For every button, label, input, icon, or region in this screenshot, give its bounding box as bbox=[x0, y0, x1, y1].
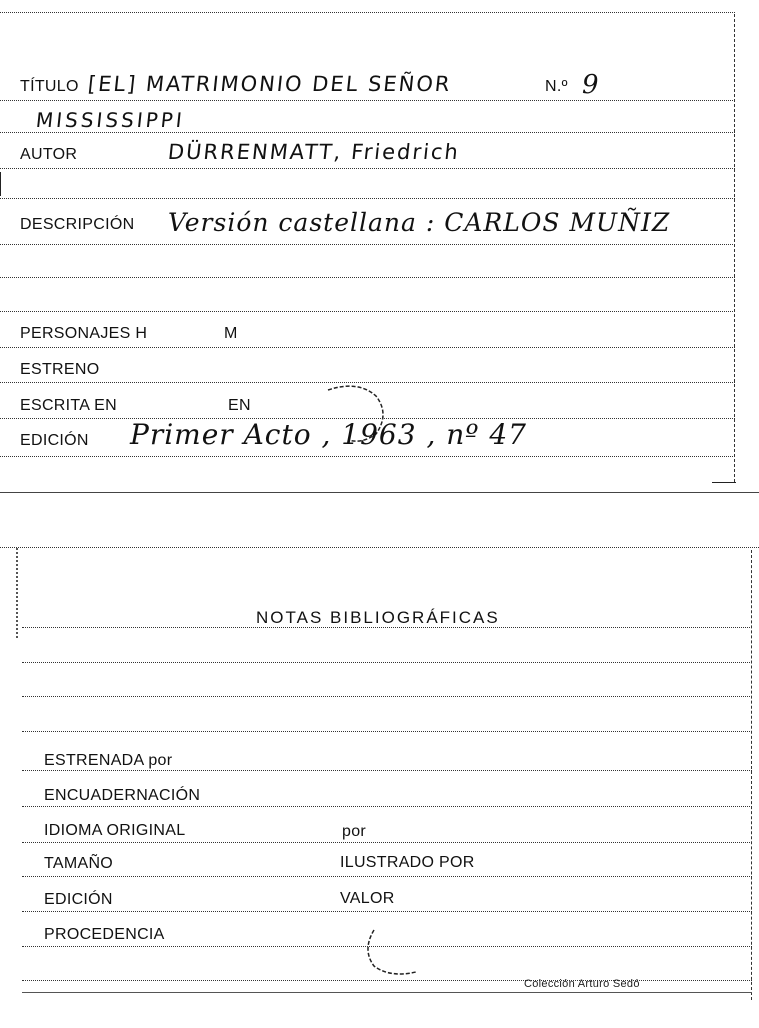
b-rule-7 bbox=[22, 842, 752, 843]
b-rule-8 bbox=[22, 876, 752, 877]
numero-value: 9 bbox=[582, 70, 599, 100]
personajes-m-label: M bbox=[224, 325, 238, 342]
descripcion-label: DESCRIPCIÓN bbox=[20, 216, 135, 233]
autor-label: AUTOR bbox=[20, 146, 78, 163]
b-rule-1 bbox=[22, 627, 752, 628]
edicion-value: Primer Acto , 1963 , nº 47 bbox=[130, 418, 527, 451]
en-label: EN bbox=[228, 397, 251, 414]
rule-8 bbox=[0, 347, 735, 348]
card-bottom-right-edge bbox=[751, 550, 752, 1000]
estrenada-por-label: ESTRENADA por bbox=[44, 752, 173, 769]
card-left-edge-worn bbox=[16, 548, 18, 638]
catalog-card-bottom bbox=[0, 540, 759, 1028]
notas-title: NOTAS BIBLIOGRÁFICAS bbox=[256, 608, 500, 627]
tamano-label: TAMAÑO bbox=[44, 855, 114, 872]
numero-label: N.º bbox=[545, 78, 568, 95]
escrita-en-label: ESCRITA EN bbox=[20, 397, 117, 414]
por-label: por bbox=[342, 823, 367, 840]
card-left-mark bbox=[0, 172, 1, 196]
rule-6 bbox=[0, 277, 735, 278]
b-rule-9 bbox=[22, 911, 752, 912]
rule-1 bbox=[0, 100, 735, 101]
rule-11 bbox=[0, 456, 735, 457]
rule-5 bbox=[0, 244, 735, 245]
personajes-h-label: PERSONAJES H bbox=[20, 325, 148, 342]
rule-3 bbox=[0, 168, 735, 169]
rule-2 bbox=[0, 132, 735, 133]
collection-credit: Colección Arturo Sedó bbox=[524, 978, 640, 990]
catalog-card-top bbox=[0, 0, 759, 495]
autor-value: DÜRRENMATT, Friedrich bbox=[166, 140, 462, 164]
edicion-label: EDICIÓN bbox=[20, 432, 89, 449]
b-rule-3 bbox=[22, 696, 752, 697]
descripcion-value: Versión castellana : CARLOS MUÑIZ bbox=[168, 208, 671, 237]
hole-punch-mark-bottom bbox=[360, 926, 430, 986]
valor-label: VALOR bbox=[340, 890, 395, 907]
rule-4 bbox=[0, 198, 735, 199]
rule-7 bbox=[0, 311, 735, 312]
procedencia-label: PROCEDENCIA bbox=[44, 926, 165, 943]
idioma-original-label: IDIOMA ORIGINAL bbox=[44, 822, 186, 839]
b-rule-5 bbox=[22, 770, 752, 771]
estreno-label: ESTRENO bbox=[20, 361, 100, 378]
card-bottom-top-edge bbox=[0, 547, 759, 548]
titulo-value-line2: MISSISSIPPI bbox=[34, 108, 187, 132]
card-top-edge bbox=[0, 12, 735, 13]
b-rule-4 bbox=[22, 731, 752, 732]
b-rule-2 bbox=[22, 662, 752, 663]
card-bottom-edge bbox=[22, 992, 752, 993]
encuadernacion-label: ENCUADERNACIÓN bbox=[44, 787, 201, 804]
ilustrado-por-label: ILUSTRADO POR bbox=[340, 854, 475, 871]
card-corner bbox=[712, 482, 736, 483]
titulo-label: TÍTULO bbox=[20, 78, 79, 95]
page-divider bbox=[0, 492, 759, 493]
card-right-edge bbox=[734, 14, 735, 482]
edicion-b-label: EDICIÓN bbox=[44, 891, 113, 908]
b-rule-11 bbox=[22, 980, 752, 981]
b-rule-6 bbox=[22, 806, 752, 807]
titulo-value-line1: [EL] MATRIMONIO DEL SEÑOR bbox=[86, 72, 453, 96]
